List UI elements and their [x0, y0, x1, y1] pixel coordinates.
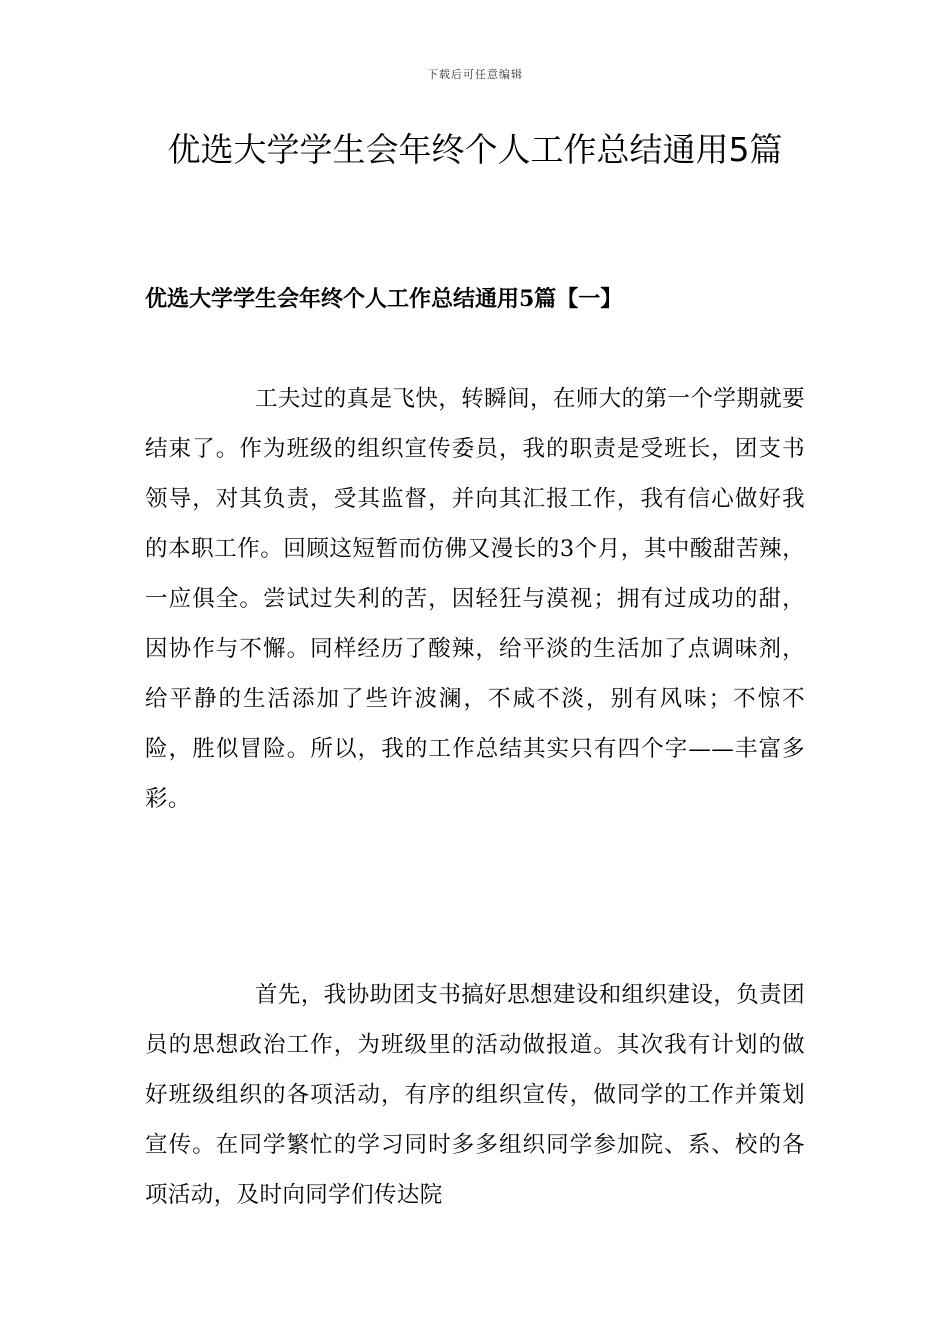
paragraph-2: 首先，我协助团支书搞好思想建设和组织建设，负责团员的思想政治工作，为班级里的活动做报道。其次我有计划的做好班级组织的各项活动，有序的组织宣传，做同学的工作并策划宣传。在同学繁忙的学习同时多多组织同学参加院、系、校的各项活动，及时向同学们传达院 [145, 982, 805, 1208]
section-heading: 优选大学学生会年终个人工作总结通用5篇【一】 [145, 286, 623, 312]
paragraph-1: 工夫过的真是飞快，转瞬间，在师大的第一个学期就要结束了。作为班级的组织宣传委员，我的职责是受班长，团支书领导，对其负责，受其监督，并向其汇报工作，我有信心做好我的本职工作。回顾这短暂而仿佛又漫长的3个月，其中酸甜苦辣，一应俱全。尝试过失利的苦，因轻狂与漠视；拥有过成功的甜，因协作与不懈。同样经历了酸辣，给平淡的生活加了点调味剂，给平静的生活添加了些许波澜，不咸不淡，别有风味；不惊不险，胜似冒险。所以，我的工作总结其实只有四个字——丰富多彩。 [145, 386, 805, 812]
header-note: 下载后可任意编辑 [427, 68, 523, 81]
document-title: 优选大学学生会年终个人工作总结通用5篇 [167, 130, 783, 169]
